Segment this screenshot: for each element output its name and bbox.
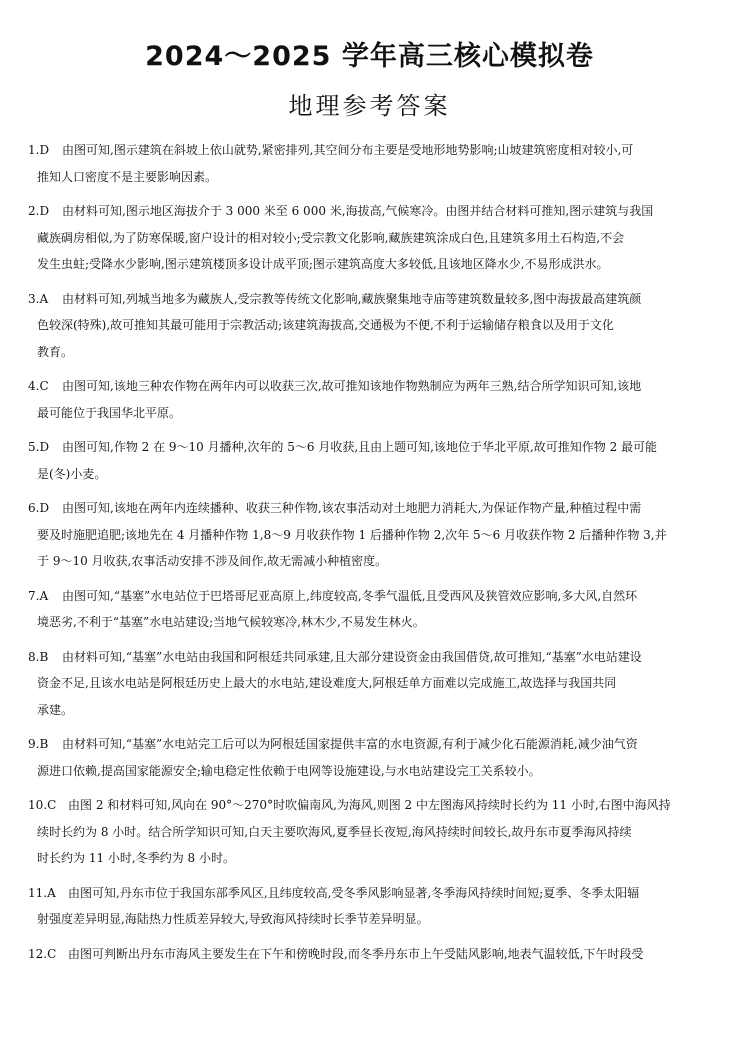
explanation-text: 续时长约为 8 小时。结合所学知识可知,白天主要吹海风,夏季昼长夜短,海风持续时间较长,故丹东市夏季海风持续 (37, 824, 632, 839)
answer-first-line (28, 495, 724, 522)
answer-continuation-line (28, 225, 724, 252)
answer-continuation-line (28, 845, 724, 872)
explanation-text: 于 9～10 月收获,农事活动安排不涉及间作,故无需减小种植密度。 (37, 554, 388, 568)
explanation-text: 由材料可知,“基塞”水电站完工后可以为阿根廷国家提供丰富的水电资源,有利于减少化石能源消耗,减少油气资 (62, 737, 638, 751)
answer-continuation-line (28, 164, 724, 191)
answer-option: C (39, 379, 49, 393)
answer-option: A (39, 588, 49, 603)
answer-item (28, 286, 724, 366)
answer-option: B (39, 737, 49, 751)
question-number: 5. (28, 440, 40, 454)
answer-continuation-line (28, 609, 724, 636)
explanation-text: 是(冬)小麦。 (37, 466, 107, 481)
answer-continuation-line (28, 758, 724, 785)
answer-first-line (28, 644, 724, 671)
question-number-and-option (28, 792, 62, 819)
answer-continuation-line (28, 548, 724, 575)
question-number: 11. (28, 885, 48, 900)
answer-item (28, 644, 724, 724)
question-number: 3. (28, 291, 40, 306)
question-number-and-option (28, 373, 56, 400)
answer-option: B (39, 649, 49, 664)
explanation-text: 色较深(特殊),故可推知其最可能用于宗教活动;该建筑海拔高,交通极为不便,不利于运输储存粮食以及用于文化 (37, 318, 614, 332)
answer-first-line (28, 373, 724, 400)
question-number: 6. (28, 501, 40, 515)
explanation-text: 藏族碉房相似,为了防寒保暖,窗户设计的相对较小;受宗教文化影响,藏族建筑涂成白色,且建筑多用土石构造,不会 (37, 230, 625, 245)
answer-option: D (39, 204, 50, 218)
question-number-and-option (28, 286, 56, 313)
question-number: 4. (28, 379, 40, 393)
answer-option: C (47, 946, 57, 961)
answer-item (28, 731, 724, 784)
explanation-text: 境恶劣,不利于“基塞”水电站建设;当地气候较寒冷,林木少,不易发生林火。 (37, 615, 425, 629)
answer-option: D (39, 440, 50, 454)
answer-option: A (39, 291, 49, 306)
answer-first-line (28, 731, 724, 758)
question-number: 8. (28, 649, 40, 664)
explanation-text: 由图 2 和材料可知,风向在 90°～270°时吹偏南风,为海风,则图 2 中左图海风持续时长约为 11 小时,右图中海风持 (68, 798, 671, 812)
question-number: 7. (28, 588, 40, 603)
question-number: 10. (28, 798, 48, 812)
question-number-and-option (28, 198, 56, 225)
answer-continuation-line (28, 670, 724, 697)
answer-first-line (28, 286, 724, 313)
answer-item (28, 880, 724, 933)
question-number-and-option (28, 644, 56, 671)
explanation-text: 时长约为 11 小时,冬季约为 8 小时。 (37, 851, 235, 865)
question-number-and-option (28, 434, 56, 461)
explanation-text: 由图可知,丹东市位于我国东部季风区,且纬度较高,受冬季风影响显著,冬季海风持续时间短;夏季、冬季太阳辐 (68, 885, 640, 900)
answer-first-line (28, 941, 724, 968)
answer-item (28, 434, 724, 487)
answer-continuation-line (28, 400, 724, 427)
question-number-and-option (28, 731, 56, 758)
explanation-text: 承建。 (37, 702, 74, 717)
explanation-text: 由图可知,该地三种农作物在两年内可以收获三次,故可推知该地作物熟制应为两年三熟,结合所学知识可知,该地 (62, 379, 642, 393)
answer-item (28, 792, 724, 872)
answer-item (28, 495, 724, 575)
question-number: 2. (28, 204, 40, 218)
explanation-text: 由图可知,作物 2 在 9～10 月播种,次年的 5～6 月收获,且由上题可知,该地位于华北平原,故可推知作物 2 最可能 (62, 440, 658, 454)
answer-option: C (47, 798, 57, 812)
answer-continuation-line (28, 819, 724, 846)
answer-first-line (28, 792, 724, 819)
answer-continuation-line (28, 906, 724, 933)
answer-first-line (28, 198, 724, 225)
explanation-text: 由材料可知,列城当地多为藏族人,受宗教等传统文化影响,藏族聚集地寺庙等建筑数量较多,图中海拔最高建筑颜 (62, 291, 642, 306)
explanation-text: 发生虫蛀;受降水少影响,图示建筑楼顶多设计成平顶;图示建筑高度大多较低,且该地区降水少,不易形成洪水。 (37, 257, 609, 271)
answer-option: D (39, 501, 50, 515)
explanation-text: 由材料可知,“基塞”水电站由我国和阿根廷共同承建,且大部分建设资金由我国借贷,故可推知,“基塞”水电站建设 (62, 649, 642, 664)
answer-continuation-line (28, 339, 724, 366)
question-number-and-option (28, 880, 62, 907)
explanation-text: 推知人口密度不是主要影响因素。 (37, 169, 218, 184)
explanation-text: 由图可知,该地在两年内连续播种、收获三种作物,该农事活动对土地肥力消耗大,为保证作物产量,种植过程中需 (62, 501, 642, 515)
explanation-text: 最可能位于我国华北平原。 (37, 405, 182, 420)
answer-first-line (28, 137, 724, 164)
answer-item (28, 941, 724, 968)
document-subtitle: 地理参考答案 (288, 92, 451, 120)
explanation-text: 教育。 (37, 344, 74, 359)
answer-item (28, 583, 724, 636)
explanation-text: 由材料可知,图示地区海拔介于 3 000 米至 6 000 米,海拔高,气候寒冷。由图并结合材料可推知,图示建筑与我国 (62, 204, 654, 218)
document-title: 2024～2025 学年高三核心模拟卷 (145, 41, 594, 72)
question-number-and-option (28, 137, 56, 164)
answer-option: D (39, 143, 50, 157)
answer-first-line (28, 880, 724, 907)
answer-first-line (28, 434, 724, 461)
question-number: 1. (28, 143, 40, 157)
answer-option: A (47, 885, 56, 900)
explanation-text: 射强度差异明显,海陆热力性质差异较大,导致海风持续时长季节差异明显。 (37, 912, 429, 926)
explanation-text: 由图可知,“基塞”水电站位于巴塔哥尼亚高原上,纬度较高,冬季气温低,且受西风及狭管效应影响,多大风,自然环 (62, 588, 638, 603)
answer-item (28, 198, 724, 278)
answer-item (28, 137, 724, 190)
answer-list (28, 137, 724, 975)
answer-continuation-line (28, 522, 724, 549)
question-number: 12. (28, 946, 48, 961)
answer-item (28, 373, 724, 426)
answer-continuation-line (28, 312, 724, 339)
answer-continuation-line (28, 697, 724, 724)
answer-continuation-line (28, 251, 724, 278)
answer-continuation-line (28, 461, 724, 488)
answer-first-line (28, 583, 724, 610)
explanation-text: 要及时施肥追肥;该地先在 4 月播种作物 1,8～9 月收获作物 1 后播种作物 2,次年 5～6 月收获作物 2 后播种作物 3,并 (37, 527, 667, 542)
question-number: 9. (28, 737, 40, 751)
explanation-text: 由图可判断出丹东市海风主要发生在下午和傍晚时段,而冬季丹东市上午受陆风影响,地表气温较低,下午时段受 (68, 946, 644, 961)
question-number-and-option (28, 941, 62, 968)
question-number-and-option (28, 495, 56, 522)
explanation-text: 由图可知,图示建筑在斜坡上依山就势,紧密排列,其空间分布主要是受地形地势影响;山坡建筑密度相对较小,可 (62, 143, 634, 157)
explanation-text: 资金不足,且该水电站是阿根廷历史上最大的水电站,建设难度大,阿根廷单方面难以完成施工,故选择与我国共同 (37, 676, 617, 690)
explanation-text: 源进口依赖,提高国家能源安全;输电稳定性依赖于电网等设施建设,与水电站建设完工关系较小。 (37, 763, 541, 778)
question-number-and-option (28, 583, 56, 610)
